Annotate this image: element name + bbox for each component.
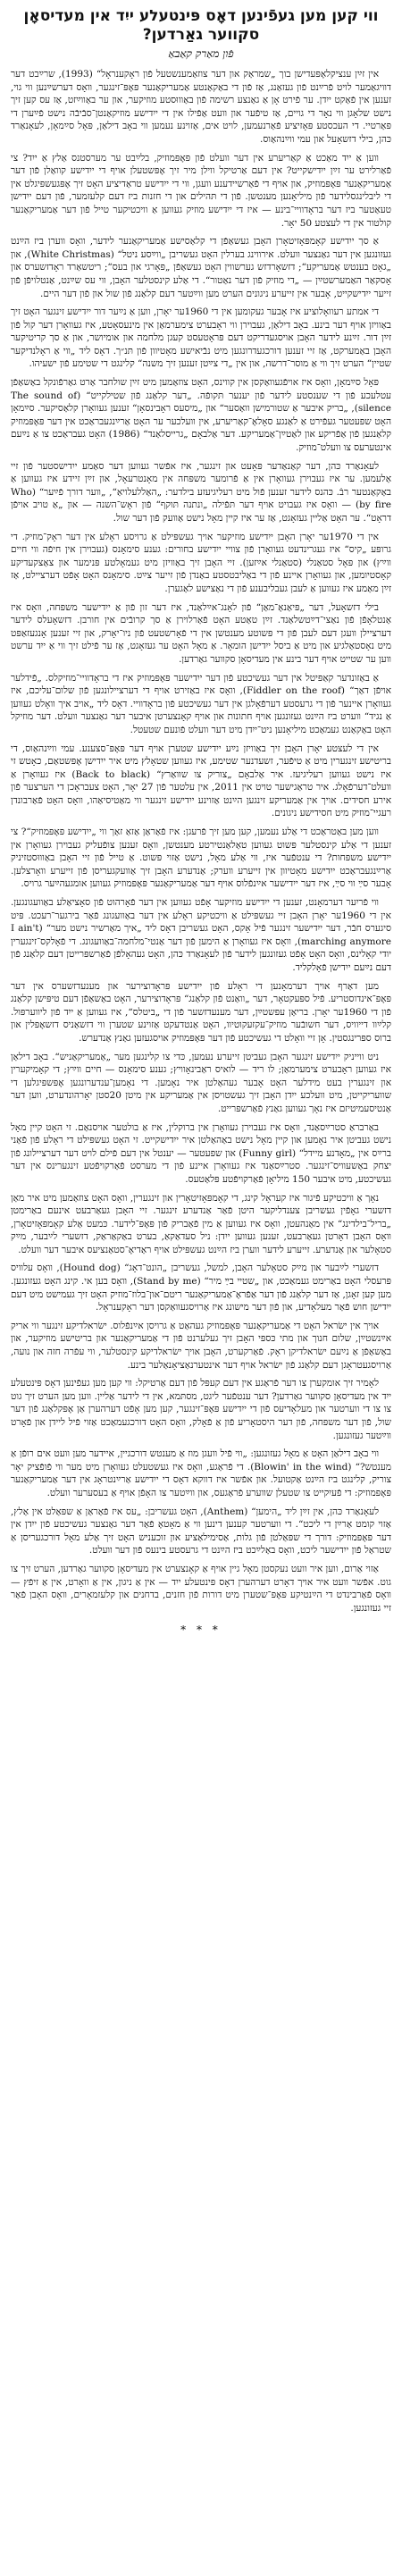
paragraph-14: ניט ווייניק ייִדישע זינגער האָבן געביטן זייערע נעמען, כּדי צו קלינגען מער „אַמעריקאַניש“. באָב דילאַן איז געווען ראָבערט צימערמאַן; לו ריד — לואיס ראַבינאָוויץ; גענע סימאָנס — חיים ווײַץ; די קאָמיקערין און זינגערין בעט מידלער האָט אָבער געהאַלטן איר נאָמען. די נאָמען־ענדערונגען אָפּשפּיגלען די שוועריקייטן, מיט וועלכע ייִדן האָבן זיך געשטויסן אין אַמעריקע אין מיטן 20סטן יאָרהונדערט, ווען דער אַנטיסעמיטיזם איז נאָך געווען גאַנץ פֿאַרשפּרייט. <box>11 1051 392 1114</box>
paragraph-17: דזשערי לײַבער און מײַק סטאָלער האָבן, למשל, געשריבן „הונט־דאָג“ (Hound dog), וואָס עלוויס פּרעסלי האָט באַרימט געמאַכט, און „שטיי בײַ מיר“ (Stand by me), וואָס בען אי. קינג האָט געזונגען. מען קען זאָגן, אַז דער קלאַנג פֿון דער אַפֿראָ־אַמעריקאַנער ריטם־און־בלוז־מוזיק האָט זיך געמישט מיט דעם ייִדישן חוש פֿאַר מעלאָדיע, און פֿון דער מישונג איז אַרויסגעוואַקסן דער ראָקענראָל. <box>11 1263 391 1313</box>
paragraph-19: לאָמיר זיך אומקערן צו דער פֿראַגע אין דעם קעפּל פֿון דעם אַרטיקל: ווי קען מען געפֿינען דאָס פּינטעלע ייִד אין מעדיסאָן סקווער גאַרדען? דער ענטפֿער ליגט, מסתּמא, אין די לידער אַליין. ווען מען הערט זיך גוט צו צו די ווערטער און מעלאָדיעס פֿון די ייִדישע פּאָפּ־זינגער, קען מען אָפֿט דערהערן אַן אָפּקלאַנג פֿון דער שול, פֿון דער משפּחה, פֿון דער היסטאָריע פֿון אַ פֿאָלק, וואָס האָט דורכגעמאַכט אַזוי פֿיל ליידן און פֿאָרט ווײַטער געזונגען. <box>11 1378 391 1441</box>
paragraph-21: לעאָנאַרד כּהן, אין זײַן ליד „הימען“ (Anthem), האָט געשריבן: „עס איז פֿאַראַן אַ שפּאַלט אין אַלץ, אַזוי קומט אַרײַן די ליכט“. די ווערטער קענען דינען ווי אַ מאָטאָ פֿאַר דער גאַנצער געשיכטע פֿון ייִדן אין דער פּאָפּמוזיק: דורך די שפּאַלטן פֿון גלות, אַסימילאַציע און זוכעניש האָט זיך אַלע מאָל דורכגעריסן אַ שטראַל פֿון ייִדישער ליכט, וואָס באַלײַכט ביז הײַנט די גרעסטע בינעס פֿון דער וועלט. <box>11 1506 391 1557</box>
paragraph-11: ווען מען באַטראַכט די אַלע נעמען, קען מען זיך פֿרעגן: איז פֿאַראַן אַזאַ זאַך ווי „ייִדישע פּאָפּמוזיק“? צי זענען די אַלע קינסטלער פּשוט געווען טאַלאַנטירטע מענטשן, וואָס זענען צופֿעליק געבוירן געוואָרן אין ייִדישע משפּחות? די ענטפֿער איז, ווי אַלע מאָל, נישט אַזוי פּשוט. אַ טייל פֿון זיי האָבן באַוווּסטזיניק אַרײַנגעבראַכט ייִדישע מאָטיוון אין זייערע ווערק; אַנדערע האָבן זיך אַוועקגעריסן פֿון זייערע וואָרצלען. אָבער סײַ ווי סײַ, איז דער ייִדישער אײַנפֿלוס אויף דער אַמעריקאַנער פּאָפּמוזיק געווען אומגעהײַער גרויס. <box>11 827 391 890</box>
paragraph-5: פּאָל סײַמאָן, וואָס איז אויפֿגעוואַקסן אין קווינס, האָט צוזאַמען מיט זײַן שולחבר אַרט גאַרפֿונקל באַשאַפֿן עטלעכע פֿון די שענסטע לידער פֿון יענער תּקופֿה. „דער קלאַנג פֿון שטילקייט“ (The sound of silence), „בריק איבער אַ שטורמישן וואַסער“ און „מיסעס ראָבינסאָן“ זענען געוואָרן קלאַסיקער. סײַמאָן האָט שפּעטער געפֿירט אַ לאַנגע סאָלאָ־קאַריערע, אין וועלכער ער האָט אַרײַנגעבראַכט אין דער פּאָפּמוזיק קלאַנגען פֿון אַפֿריקע און לאַטײַן־אַמעריקע. דער אַלבאָם „גרייסלאַנד“ (1986) האָט געבראַכט צו אַ נײַעם אינטערעס צו וועלט־מוזיק. <box>11 377 391 454</box>
article-byline: פֿון מאַרק קאַבאַ <box>168 47 234 60</box>
paragraph-7: אין די 1970ער יאָרן האָבן ייִדישע מוזיקער אויך געשפּילט אַ גרויסע ראָלע אין דער ראָק־מוזיק. די גרופּע „קיס“ איז געגרינדעט געוואָרן פֿון צוויי ייִדישע בחורים: גענע סימאָנס (געבוירן אין חיפֿה ווי חיים ווײַץ) און פּאָל סטאַנלי (סטאַנלי אײַזען). זיי האָבן זיך באַוויזן מיט געמאָלטע פּנימער און צאַצקעדיקע קאָסטיומען, און געוואָרן איינע פֿון די באַליבטסטע באַנדן פֿון זייער צײַט. סימאָנס האָט אָפֿט דערציילט, אַז זײַן מאַמע איז געווען אַ לעבן געבליבענע פֿון די נאַצישע לאַגערן. <box>11 531 391 594</box>
article-body <box>11 68 391 1615</box>
paragraph-10: אין די לעצטע יאָרן האָבן זיך באַוויזן נײַע ייִדישע שטערן אויף דער פּאָפּ־סצענע. עמי ווײַנהאַוס, די בריטישע זינגערין מיט אַ טיפֿער, זשעדנער שטימע, איז געווען שטאָלץ מיט איר ייִדישן אָפּשטאַם, כאָטש זי איז נישט געווען רעליגיעז. איר אַלבאָם „צוריק צו שוואַרץ“ (Back to black) איז געוואָרן אַ וועלט־דערפֿאָלג. איר טראַגישער טויט אין 2011, אין עלטער פֿון 27 יאָר, האָט צעבראָכן די הערצער פֿון אירע חסידים. אויך אין אַמעריקע זינגען הײַנט אַזוינע ייִדישע זינגער ווי מאַטיסיאַהו, וואָס האָט פֿאַרבונדן רעגיי־מוזיק מיט חסידישע ניגונים. <box>11 743 391 819</box>
paragraph-8: בילי דזשאָעל, דער „פּיאַנאָ־מאַן“ פֿון לאָנג־אײַלאַנד, איז דער זון פֿון אַ ייִדישער משפּחה, וואָס איז אַנטלאָפֿן פֿון נאַצי־דײַטשלאַנד. זײַן טאַטע האָט פֿאַרלוירן אַ סך קרובֿים אין חורבן. דזשאָעלס לידער דערציילן וועגן דעם לעבן פֿון די פּשוטע מענטשן אין די פֿאָרשטעט פֿון ניו־יאָרק, און זיי זענען אָנגעזאַפּט מיט נאָסטאַלגיע און מיט אַ ביסל ייִדישן הומאָר. אַ מאָל האָט ער געזאָגט, אַז ער פֿילט זיך ווי אַ ייִד ערשט ווען ער שטייט אויף דער בינע אין מעדיסאָן סקווער גאַרדען. <box>11 601 391 665</box>
paragraph-4: די אמתע רעוואָלוציע איז אָבער געקומען אין די 1960ער יאָרן, ווען אַ נײַער דור ייִדישע זינגער האָט זיך באַוויזן אויף דער בינע. באָב דילאַן, געבוירן ווי ראָבערט צימערמאַן אין מינעסאָטע, איז געוואָרן דער קול פֿון זײַן דור. זײַנע לידער האָבן אויסגעדריקט דעם פּראָטעסט קעגן מלחמה און אומיושר, און אַ סך קריטיקער האָבן באַמערקט, אַז זיי זענען דורכגעדרונגען מיט נבֿיאישע מאָטיוון פֿון תּנ״ך. דאָס ליד „ווי אַ ראָלנדיקער שטיין“ הערט זיך ווי אַ מוסר־דרשה, און אין „די צײַטן זענען זיך משנה“ קלינגט די שטימע פֿון ישעיהו. <box>11 306 391 370</box>
paragraph-1: אין זײַן ענציקלאָפּעדישן בוך „שמראַק און דער צוזאַמענשטעל פֿון ראָקענראָל“ (1993), שרײַבט דער דוויגאַמער לויט פֿרײַנט פֿון געזאַנג, אַז פֿון די באַקאַנטע אַמעריקאַנער פּאָפּ־זינגער, וואָס דערשײַנען ווי גוי, זענען אין פֿאַקט ייִדן. ער פֿירט אָן אַ גאַנצע רשימה פֿון באַוווּסטע מוזיקער, און ער באַווײַזט, אַז עס קען זיך נישט שלאָגן ווי נאָר די גויים, אַז טיפֿער און וועט אַפֿילו אין די ייִדישע מוזיקאַנטן־סבֿיבֿה נישט פֿײַערן די פּאַרטיי. די העכסטע פּאָזיציע פֿאַרנעמען, לויט אים, אַזוינע נעמען ווי באָב דילאַן, פּאָל סײַמאָן, לעאָנאַרד כּהן, בילי דזשאָעל און עמי ווײַנהאַוס. <box>11 69 391 145</box>
paragraph-13: מען דאַרף אויך דערמאָנען די ראָלע פֿון ייִדישע פּראָדוצירער און מענעדזשערס אין דער פּאָפּ־אינדוסטריע. פֿיל ספּעקטאָר, דער „וואַנט פֿון קלאַנג“ פּראָדוצירער, האָט באַשאַפֿן דעם טיפּישן קלאַנג פֿון די 1960ער יאָרן. בריאַן עפּשטײַן, דער מענעדזשער פֿון די „ביטלס“, איז געווען אַ ייִד פֿון ליווערפּול. קלײַוו דייוויס, דער חשובֿער מוזיק־עקזעקוטיוו, האָט אַנטדעקט אַזוינע שטערן ווי דזשאַניס דזשאָפּלין און ברוס ספּרינגסטין. אָן זיי וואָלט די געשיכטע פֿון דער פּאָפּמוזיק אויסגעזען גאַנץ אַנדערש. <box>11 980 392 1044</box>
end-mark: * * * <box>180 1624 222 1637</box>
paragraph-9: אַ באַזונדער קאַפּיטל אין דער געשיכטע פֿון דער ייִדישער פּאָפּמוזיק איז די בראָדוויי־מוזיקלס. „פֿידלער אויפֿן דאַך“ (Fiddler on the roof), וואָס איז באַזירט אויף די דערציילונגען פֿון שלום־עליכם, איז געוואָרן איינער פֿון די גרעסטע דערפֿאָלגן אין דער געשיכטע פֿון בראָדוויי. דאָס ליד „אויב איך וואָלט געווען אַ נגיד“ ווערט ביז הײַנט געזונגען אויף חתונות און אויף קאָנצערטן איבער דער גאַנצער וועלט. דער מוזיקל האָט באַקאַנט געמאַכט מיליאָנען ניט־ייִדן מיט דער וועלט פֿונעם שטעטל. <box>11 672 391 735</box>
paragraph-3: אַ סך ייִדישע קאָמפּאָזיטאָרן האָבן געשאַפֿן די קלאַסישע אַמעריקאַנער לידער, וואָס ווערן ביז הײַנט געזונגען אין דער גאַנצער וועלט. אירווינג בערלין האָט געשריבן „ווײַסע ניטל“ (White Christmas), און „גאָט בענטש אַמעריקע“; דזשאָרדזש גערשווין האָט געשאַפֿן „פּאָרגי און בעס“; ריטשאַרד ראָדזשערס און אָסקאַר האַמערשטײַן — „די מוזיק פֿון דער נאַטור“. די אַלע קינסטלער האָבן, ווי עס שײַנט, אַנטלויפֿן פֿון זייער ייִדישקייט, אָבער אין זייערע ניגונים הערט מען ווײַטער דעם קלאַנג פֿון שול און פֿון דער היים. <box>11 236 391 299</box>
article-title: ווי קען מען געפֿינען דאָס פּינטעלע ייִד אין מעדיסאָן סקווער גאַרדען? <box>23 7 379 44</box>
paragraph-12: ווי פֿריִער דערמאָנט, זענען די ייִדישע מוזיקער אָפֿט געווען אין דער פֿאָרהוט פֿון סאָציאַלע באַוועגונגען. אין די 1960ער יאָרן האָבן זיי געשפּילט אַ וויכטיקע ראָלע אין דער באַוועגונג פֿאַר בירגער־רעכט. פּיט סיגערס חבֿר, דער ייִדישער זינגער פֿיל אָקס, האָט געשריבן דאָס ליד „איך מאַרשיר נישט מער“ (I ain't marching anymore), וואָס איז געוואָרן אַ הימען פֿון דער אַנטי־מלחמה־באַוועגונג. די פֿאָלקס־זינגערין יודי קאָלינס, וואָס האָט אָפֿט געזונגען לידער פֿון לעאָנאַרד כּהן, האָט געהאָלפֿן פֿאַרשפּרייטן דעם קלאַנג פֿון דעם נײַעם ייִדישן פֿאָלקליד. <box>11 897 391 973</box>
paragraph-2: ווען אַ ייִד מאַכט אַ קאַריערע אין דער וועלט פֿון פּאָפּמוזיק, בלײַבט ער מערסטנס אַלץ אַ ייִד? צי פֿאַרלירט ער זײַן ייִדישקייט? אין דעם אַרטיקל ווילן מיר זיך אָפּשטעלן אויף די ייִדישע קוואַלן פֿון דער אַמעריקאַנער פּאָפּמוזיק, און אויף די פֿאַרשיידענע וועגן, ווי די ייִדישע טראַדיציע האָט זיך אָפּגעשפּיגלט אין די ליבלינגסלידער פֿון מיליאָנען מענטשן. פֿון די תּהילים און די חזנות ביז דעם קלעזמער, פֿון דעם ייִדישן טעאַטער ביז דער בראָדוויי־בינע — איז די ייִדישע מוזיק געווען אַ וויכטיקער טייל פֿון דער אַמעריקאַנער קולטור אין די לעצטע 50 יאָר. <box>11 152 391 229</box>
paragraph-22: אַזוי אַרום, ווען איר וועט נעקסטן מאָל גיין אויף אַ קאָנצערט אין מעדיסאָן סקווער גאַרדען, הערט זיך צו גוט. אפֿשר וועט איר אויך דאָרט דערהערן דאָס פּינטעלע ייִד — אין אַ ניגון, אין אַ וואָרט, אין אַ זיפֿץ — וואָס פֿאַרבינדט די הײַנטיקע פּאָפּ־שטערן מיט דורות פֿון חזנים, בדחנים און קלעזמאָרים, וואָס האָבן פֿאַר זיי געזונגען. <box>11 1563 391 1614</box>
paragraph-15: באַרבראַ סטרײַסאַנד, וואָס איז געבוירן געוואָרן אין ברוקלין, איז אַ בולטער אויסנאַם. זי האָט קיין מאָל נישט געביטן איר נאָמען און קיין מאָל נישט באַהאַלטן איר ייִדישקייט. זי האָט געשפּילט די ראָלע פֿון פֿאַני ברײַס אין „מאָדנע מיידל“ (Funny girl) און שפּעטער — יענטל אין דעם פֿילם לויט דער דערציילונג פֿון יצחק באַשעוויס־זינגער. סטרײַסאַנד איז געוואָרן איינע פֿון די מערסט פֿאַרקויפֿטע זינגערינס אין דער געשיכטע, מיט איבער 150 מיליאָן פֿאַרקויפֿטע פּלאַטעס. <box>11 1121 391 1185</box>
paragraph-18: אויך אין ישׂראל האָט די אַמעריקאַנער פּאָפּמוזיק געהאַט אַ גרויסן אײַנפֿלוס. ישׂראלדיקע זינגער ווי אריק אײַנשטײַן, שלום חנוך און מתי כּספּי האָבן זיך געלערנט פֿון די אַמעריקאַנער און בריטישע מוזיקער, און באַשאַפֿן אַ נײַעם ישׂראלדיקן ראָק. פֿאַרקערט, האָבן אויך ישׂראלדיקע קינסטלער, ווי עפֿרה חזה און נועה, אַרויסגעטראָגן דעם קלאַנג פֿון ישׂראל אויף דער אינטערנאַציאָנאַלער בינע. <box>11 1320 391 1371</box>
paragraph-6: לעאָנאַרד כּהן, דער קאַנאַדער פּאָעט און זינגער, איז אפֿשר געווען דער סאַמע ייִדישסטער פֿון זיי אַלעמען. ער איז געבוירן געוואָרן אין אַ פֿרומער משפּחה אין מאָנטרעאָל, און זײַן זיידע איז געווען אַ באַקאַנטער רבֿ. כּהנס לידער זענען פֿול מיט רעליגיעזע בילדער: „האַללעלויאַ“, „ווער דורך פֿײַער“ (Who by fire) — וואָס איז געבויט אויף דער תּפֿילה „ונתנה תּוקף“ פֿון ראָש־השנה — און „אַ טויב אויפֿן דראָט“. ער האָט אַליין געזאָגט, אַז ער איז קיין מאָל נישט אַוועק פֿון דער שול. <box>11 460 391 524</box>
paragraph-20: ווי באָב דילאַן האָט אַ מאָל געזונגען: „ווי פֿיל וועגן מוז אַ מענטש דורכגיין, איידער מען וועט אים רופֿן אַ מענטש?“ (Blowin' in the wind). די פֿראַגע, וואָס איז געשטעלט געוואָרן מיט מער ווי פֿופֿציק יאָר צוריק, קלינגט ביז הײַנט אַקטועל. און אפֿשר איז דווקא דאָס די ייִדישע אַרײַנטראָג אין דער אַמעריקאַנער פּאָפּמוזיק: די פֿעיִקייט צו שטעלן שווערע פֿראַגעס, און ווײַטער צו האָפֿן אויף אַ בעסערער וועלט. <box>11 1448 391 1498</box>
paragraph-16: נאָך אַ וויכטיקע פֿיגור איז קעראָל קינג, די קאָמפּאָזיטאָרין און זינגערין, וואָס האָט צוזאַמען מיט איר מאַן דזשערי גאָפֿין געשריבן צענדליקער היטן פֿאַר אַנדערע זינגער. זיי האָבן געאַרבעט אינעם באַרימטן „בריל־בילדינג“ אין מאַנהעטן, וואָס איז געווען אַ מין פֿאַבריק פֿון פּאָפּ־לידער. כּמעט אַלע קאָמפּאָזיטאָרן, וואָס האָבן דאָרטן געאַרבעט, זענען געווען ייִדן: ניל סעדאַקאַ, בערט באַקאַראַק, דזשערי לײַבער, מײַק סטאָלער און אַנדערע. זייערע לידער ווערן ביז הײַנט געשפּילט אויף ראַדיאָ־סטאַנציעס איבער דער וועלט. <box>11 1192 391 1255</box>
